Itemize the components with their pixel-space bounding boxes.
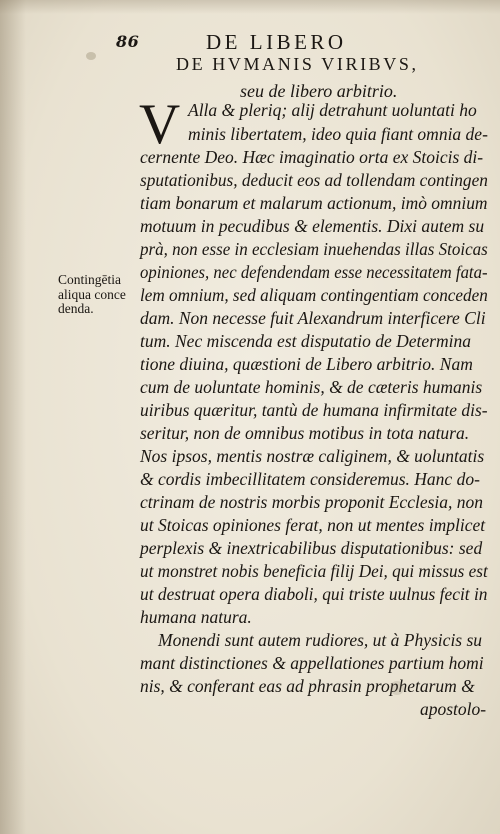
text-line: Alla & pleriq; alij detrahunt uoluntati ho (188, 100, 477, 120)
margin-note-line: Contingētia (58, 272, 121, 287)
text-line: prà, non esse in ecclesiam inuehendas illas Stoicas (140, 239, 488, 259)
text-line: tum. Nec miscenda est disputatio de Determina (140, 331, 471, 351)
text-line: minis libertatem, ideo quia fiant omnia de- (188, 124, 488, 144)
drop-cap: V (139, 93, 181, 156)
text-line: & cordis imbecillitatem consideremus. Hanc do- (140, 469, 480, 489)
margin-note-line: aliqua conce (58, 286, 126, 302)
text-line: uiribus quæritur, tantù de humana infirmitate dis- (140, 400, 488, 420)
text-line: tione diuina, quæstioni de Libero arbitrio. Nam (140, 354, 473, 374)
text-line: cernente Deo. Hæc imaginatio orta ex Stoicis di- (140, 147, 484, 167)
text-line: tiam bonarum et malarum actionum, imò omnium (140, 193, 488, 213)
text-line: opiniones, nec defendendam esse necessitatem fata- (140, 262, 488, 282)
top-edge-shadow (0, 0, 500, 14)
text-line: mant distinctiones & appellationes partium homi (140, 653, 484, 673)
text-line: motuum in pecudibus & elementis. Dixi autem su (140, 216, 485, 236)
margin-note (58, 273, 126, 317)
text-line: perplexis & inextricabilibus disputationibus: sed (140, 538, 483, 558)
ink-smudge (86, 52, 96, 60)
text-line: cum de uoluntate hominis, & de cæteris humanis (140, 377, 483, 397)
text-line: humana natura. (140, 607, 252, 627)
text-line: Monendi sunt autem rudiores, ut à Physicis su (158, 630, 483, 650)
text-line: Nos ipsos, mentis nostræ caliginem, & uoluntatis (140, 446, 485, 466)
text-line: lem omnium, sed aliquam contingentiam conceden (140, 285, 488, 305)
text-line: ut monstret nobis beneficia filij Dei, qui missus est (140, 561, 488, 581)
page-number: 86 (116, 32, 140, 51)
chapter-subtitle: seu de libero arbitrio. (240, 81, 398, 101)
text-line: sputationibus, deducit eos ad tollendam contingen (140, 170, 488, 190)
running-title: DE LIBERO (206, 30, 347, 54)
text-line: ut Stoicas opiniones ferat, non ut mentes implicet (140, 515, 486, 535)
catchword: apostolo- (420, 699, 487, 719)
gutter-shadow (0, 0, 26, 834)
margin-note-line: denda. (58, 301, 94, 316)
chapter-title: DE HVMANIS VIRIBVS, (176, 54, 419, 74)
text-line: nis, & conferant eas ad phrasin prophetarum & (140, 676, 475, 696)
text-line: dam. Non necesse fuit Alexandrum interficere Cli (140, 308, 486, 328)
text-line: ctrinam de nostris morbis proponit Ecclesia, non (140, 492, 484, 512)
text-line: seritur, non de omnibus motibus in tota natura. (140, 423, 470, 443)
paper-stain (390, 681, 404, 695)
text-line: ut destruat opera diaboli, qui triste uulnus fecit in (140, 584, 488, 604)
